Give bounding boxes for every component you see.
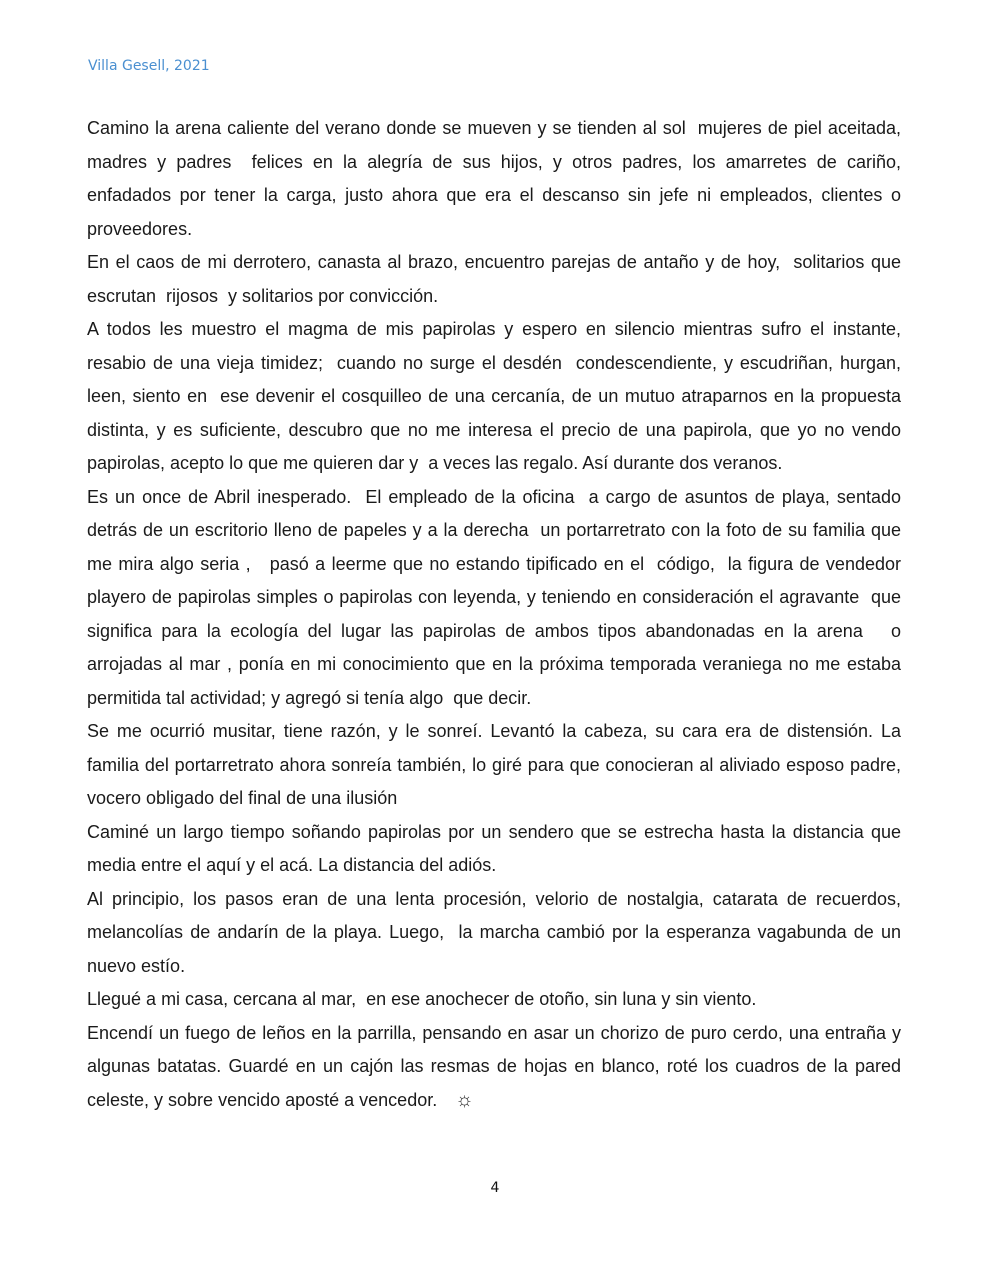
- paragraph: Al principio, los pasos eran de una lenta procesión, velorio de nostalgia, catarata de recuerdos, melancolías de andarín de la playa. Luego, la marcha cambió por la esperanza vagabunda de un nuevo estío.: [87, 888, 907, 976]
- paragraph: Camino la arena caliente del verano donde se mueven y se tienden al sol mujeres de piel aceitada, madres y padres felices en la alegría de sus hijos, y otros padres, los amarretes de cariño, enfadados por tener la carga, justo ahora que era el descanso sin jefe ni empleados, clientes o proveedores.: [87, 118, 907, 239]
- paragraph: Es un once de Abril inesperado. El empleado de la oficina a cargo de asuntos de playa, sentado detrás de un escritorio lleno de papeles y a la derecha un portarretrato con la foto de su familia que me mira algo seria , pasó a leerme que no estando tipificado en el código, la figura de vendedor playero de papirolas simples o papirolas con leyenda, y teniendo en consideración el agravante que significa para la ecología del lugar las papirolas de ambos tipos abandonadas en la arena o arrojadas al mar , ponía en mi conocimiento que en la próxima temporada veraniega no me estaba permitida tal actividad; y agregó si tenía algo que decir.: [87, 486, 907, 708]
- paragraph: Caminé un largo tiempo soñando papirolas por un sendero que se estrecha hasta la distancia que media entre el aquí y el acá. La distancia del adiós.: [87, 821, 907, 875]
- sun-icon: ☼: [455, 1088, 474, 1111]
- paragraph: Llegué a mi casa, cercana al mar, en ese anochecer de otoño, sin luna y sin viento.: [87, 989, 757, 1009]
- paragraph-last-text: Encendí un fuego de leños en la parrilla, pensando en asar un chorizo de puro cerdo, una entraña y algunas batatas. Guardé en un cajón las resmas de hojas en blanco, roté los cuadros de la pared celeste, y sobre vencido aposté a vencedor.: [87, 1022, 907, 1110]
- paragraph-last: [87, 1017, 907, 1118]
- paragraph: A todos les muestro el magma de mis papirolas y espero en silencio mientras sufro el instante, resabio de una vieja timidez; cuando no surge el desdén condescendiente, y escudriñan, hurgan, leen, siento en ese devenir el cosquilleo de una cercanía, de un mutuo atraparnos en la propuesta distinta, y es suficiente, descubro que no me interesa el precio de una papirola, que yo no vendo papirolas, acepto lo que me quieren dar y a veces las regalo. Así durante dos veranos.: [87, 319, 912, 473]
- body-text: [87, 112, 912, 1117]
- page-header: Villa Gesell, 2021: [88, 58, 210, 74]
- paragraph: En el caos de mi derrotero, canasta al brazo, encuentro parejas de antaño y de hoy, solitarios que escrutan rijosos y solitarios por convicción.: [87, 252, 907, 306]
- page-number: 4: [490, 1180, 500, 1196]
- paragraph: Se me ocurrió musitar, tiene razón, y le sonreí. Levantó la cabeza, su cara era de distensión. La familia del portarretrato ahora sonreía también, lo giré para que conocieran al aliviado esposo padre, vocero obligado del final de una ilusión: [87, 721, 907, 808]
